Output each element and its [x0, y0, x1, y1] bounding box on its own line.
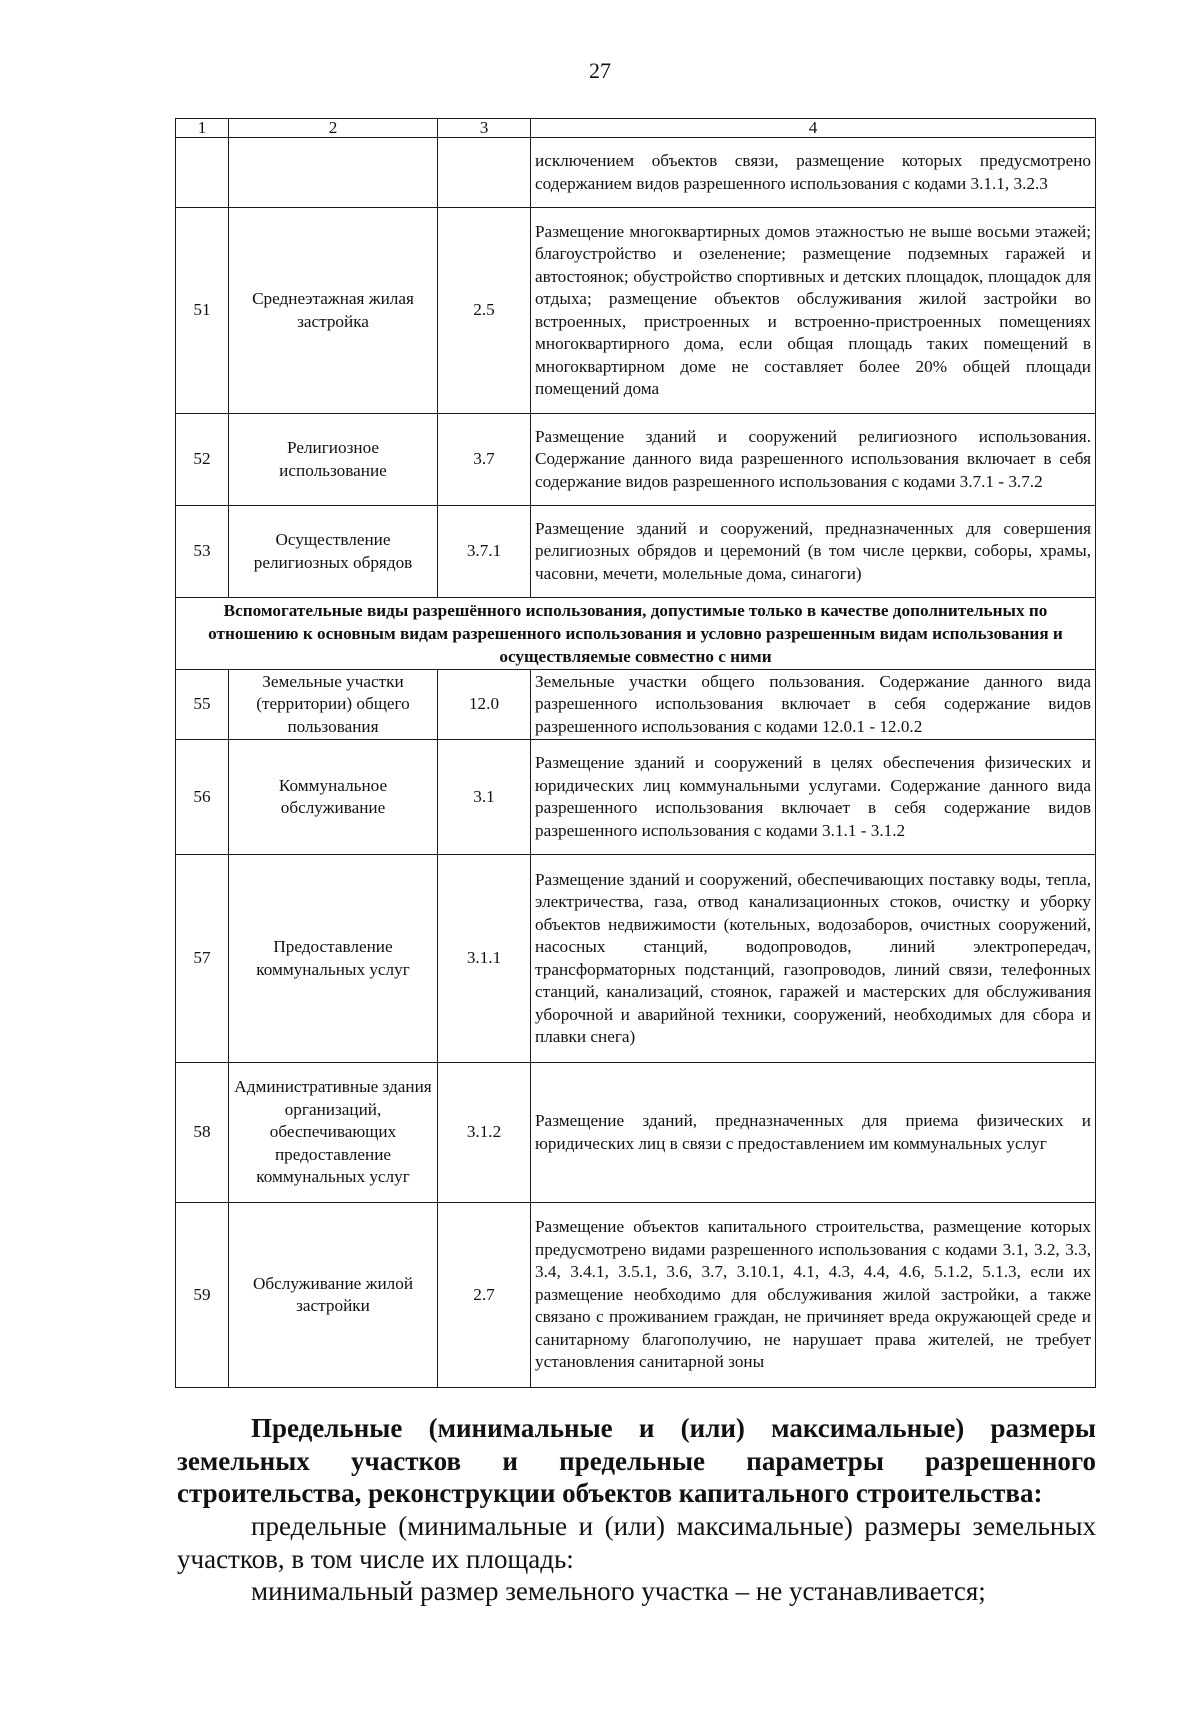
table-row-55 [176, 670, 1096, 740]
paragraph-2: минимальный размер земельного участка – не устанавливается; [251, 1576, 986, 1606]
row-name: Осуществление религиозных обрядов [229, 506, 438, 598]
table-row-56 [176, 740, 1096, 855]
row-description: Размещение зданий и сооружений в целях обеспечения физических и юридических лиц коммунальными услугами. Содержание данного вида разрешенного использования включает в себя содержание видов разрешенного использования с кодами 3.1.1 - 3.1.2 [531, 740, 1096, 855]
row-name: Предоставление коммунальных услуг [229, 855, 438, 1063]
header-col-3: 3 [438, 119, 531, 138]
row-code: 12.0 [438, 670, 531, 740]
row-number: 57 [176, 855, 229, 1063]
row-code: 2.5 [438, 208, 531, 414]
row-number: 53 [176, 506, 229, 598]
row-code: 3.1.1 [438, 855, 531, 1063]
table-row-58 [176, 1063, 1096, 1203]
row-name: Земельные участки (территории) общего пользования [229, 670, 438, 740]
row-number: 58 [176, 1063, 229, 1203]
row-name: Коммунальное обслуживание [229, 740, 438, 855]
row-number: 59 [176, 1203, 229, 1388]
row-description: Размещение зданий и сооружений, предназначенных для совершения религиозных обрядов и церемоний (в том числе церкви, соборы, храмы, часовни, мечети, молельные дома, синагоги) [531, 506, 1096, 598]
land-use-table [175, 118, 1096, 1388]
row-description: Размещение зданий, предназначенных для приема физических и юридических лиц в связи с предоставлением им коммунальных услуг [531, 1063, 1096, 1203]
row-number [176, 138, 229, 208]
row-description: Размещение объектов капитального строительства, размещение которых предусмотрено видами разрешенного использования с кодами 3.1, 3.2, 3.3, 3.4, 3.4.1, 3.5.1, 3.6, 3.7, 3.10.1, 4.1, 4.3, 4.4, 4.6, 5.1.2, 5.1.3, если их размещение необходимо для обслуживания жилой застройки, а также связано с проживанием граждан, не причиняет вреда окружающей среде и санитарному благополучию, не нарушает права жителей, не требует установления санитарной зоны [531, 1203, 1096, 1388]
table-header-row [176, 119, 1096, 138]
row-name [229, 138, 438, 208]
row-name: Среднеэтажная жилая застройка [229, 208, 438, 414]
row-code: 3.1.2 [438, 1063, 531, 1203]
table-row-continued [176, 138, 1096, 208]
row-code: 2.7 [438, 1203, 531, 1388]
row-number: 52 [176, 414, 229, 506]
row-number: 56 [176, 740, 229, 855]
section-row [176, 598, 1096, 670]
table-row-59 [176, 1203, 1096, 1388]
row-description: Размещение зданий и сооружений, обеспечивающих поставку воды, тепла, электричества, газа, отвод канализационных стоков, очистку и уборку объектов недвижимости (котельных, водозаборов, очистных сооружений, насосных станций, водопроводов, линий электропередач, трансформаторных подстанций, газопроводов, линий связи, телефонных станций, канализаций, стоянок, гаражей и мастерских для обслуживания уборочной и аварийной техники, сооружений, необходимых для сбора и плавки снега) [531, 855, 1096, 1063]
row-description: Размещение зданий и сооружений религиозного использования. Содержание данного вида разрешенного использования включает в себя содержание видов разрешенного использования с кодами 3.7.1 - 3.7.2 [531, 414, 1096, 506]
table-row-52 [176, 414, 1096, 506]
header-col-4: 4 [531, 119, 1096, 138]
row-description: Земельные участки общего пользования. Содержание данного вида разрешенного использования включает в себя содержание видов разрешенного использования с кодами 12.0.1 - 12.0.2 [531, 670, 1096, 740]
row-code: 3.7 [438, 414, 531, 506]
row-name: Обслуживание жилой застройки [229, 1203, 438, 1388]
row-name: Административные здания организаций, обеспечивающих предоставление коммунальных услуг [229, 1063, 438, 1203]
row-code: 3.1 [438, 740, 531, 855]
paragraph-1: предельные (минимальные и (или) максимальные) размеры земельных участков, в том числе их площадь: [177, 1511, 1096, 1574]
page-number: 27 [589, 58, 611, 83]
row-name: Религиозное использование [229, 414, 438, 506]
table-row-53 [176, 506, 1096, 598]
row-description: исключением объектов связи, размещение которых предусмотрено содержанием видов разрешенного использования с кодами 3.1.1, 3.2.3 [531, 138, 1096, 208]
header-col-1: 1 [176, 119, 229, 138]
section-title: Вспомогательные виды разрешённого использования, допустимые только в качестве дополнительных по отношению к основным видам разрешенного использования и условно разрешенным видам использования и осуществляемые совместно с ними [176, 598, 1096, 670]
table-row-51 [176, 208, 1096, 414]
row-number: 51 [176, 208, 229, 414]
header-col-2: 2 [229, 119, 438, 138]
row-number: 55 [176, 670, 229, 740]
row-code: 3.7.1 [438, 506, 531, 598]
row-code [438, 138, 531, 208]
section-heading: Предельные (минимальные и (или) максимальные) размеры земельных участков и предельные параметры разрешенного строительства, реконструкции объектов капитального строительства: [177, 1413, 1096, 1508]
row-description: Размещение многоквартирных домов этажностью не выше восьми этажей; благоустройство и озеленение; размещение подземных гаражей и автостоянок; обустройство спортивных и детских площадок, площадок для отдыха; размещение объектов обслуживания жилой застройки во встроенных, пристроенных и встроенно-пристроенных помещениях многоквартирного дома, если общая площадь таких помещений в многоквартирном доме не составляет более 20% общей площади помещений дома [531, 208, 1096, 414]
table-row-57 [176, 855, 1096, 1063]
